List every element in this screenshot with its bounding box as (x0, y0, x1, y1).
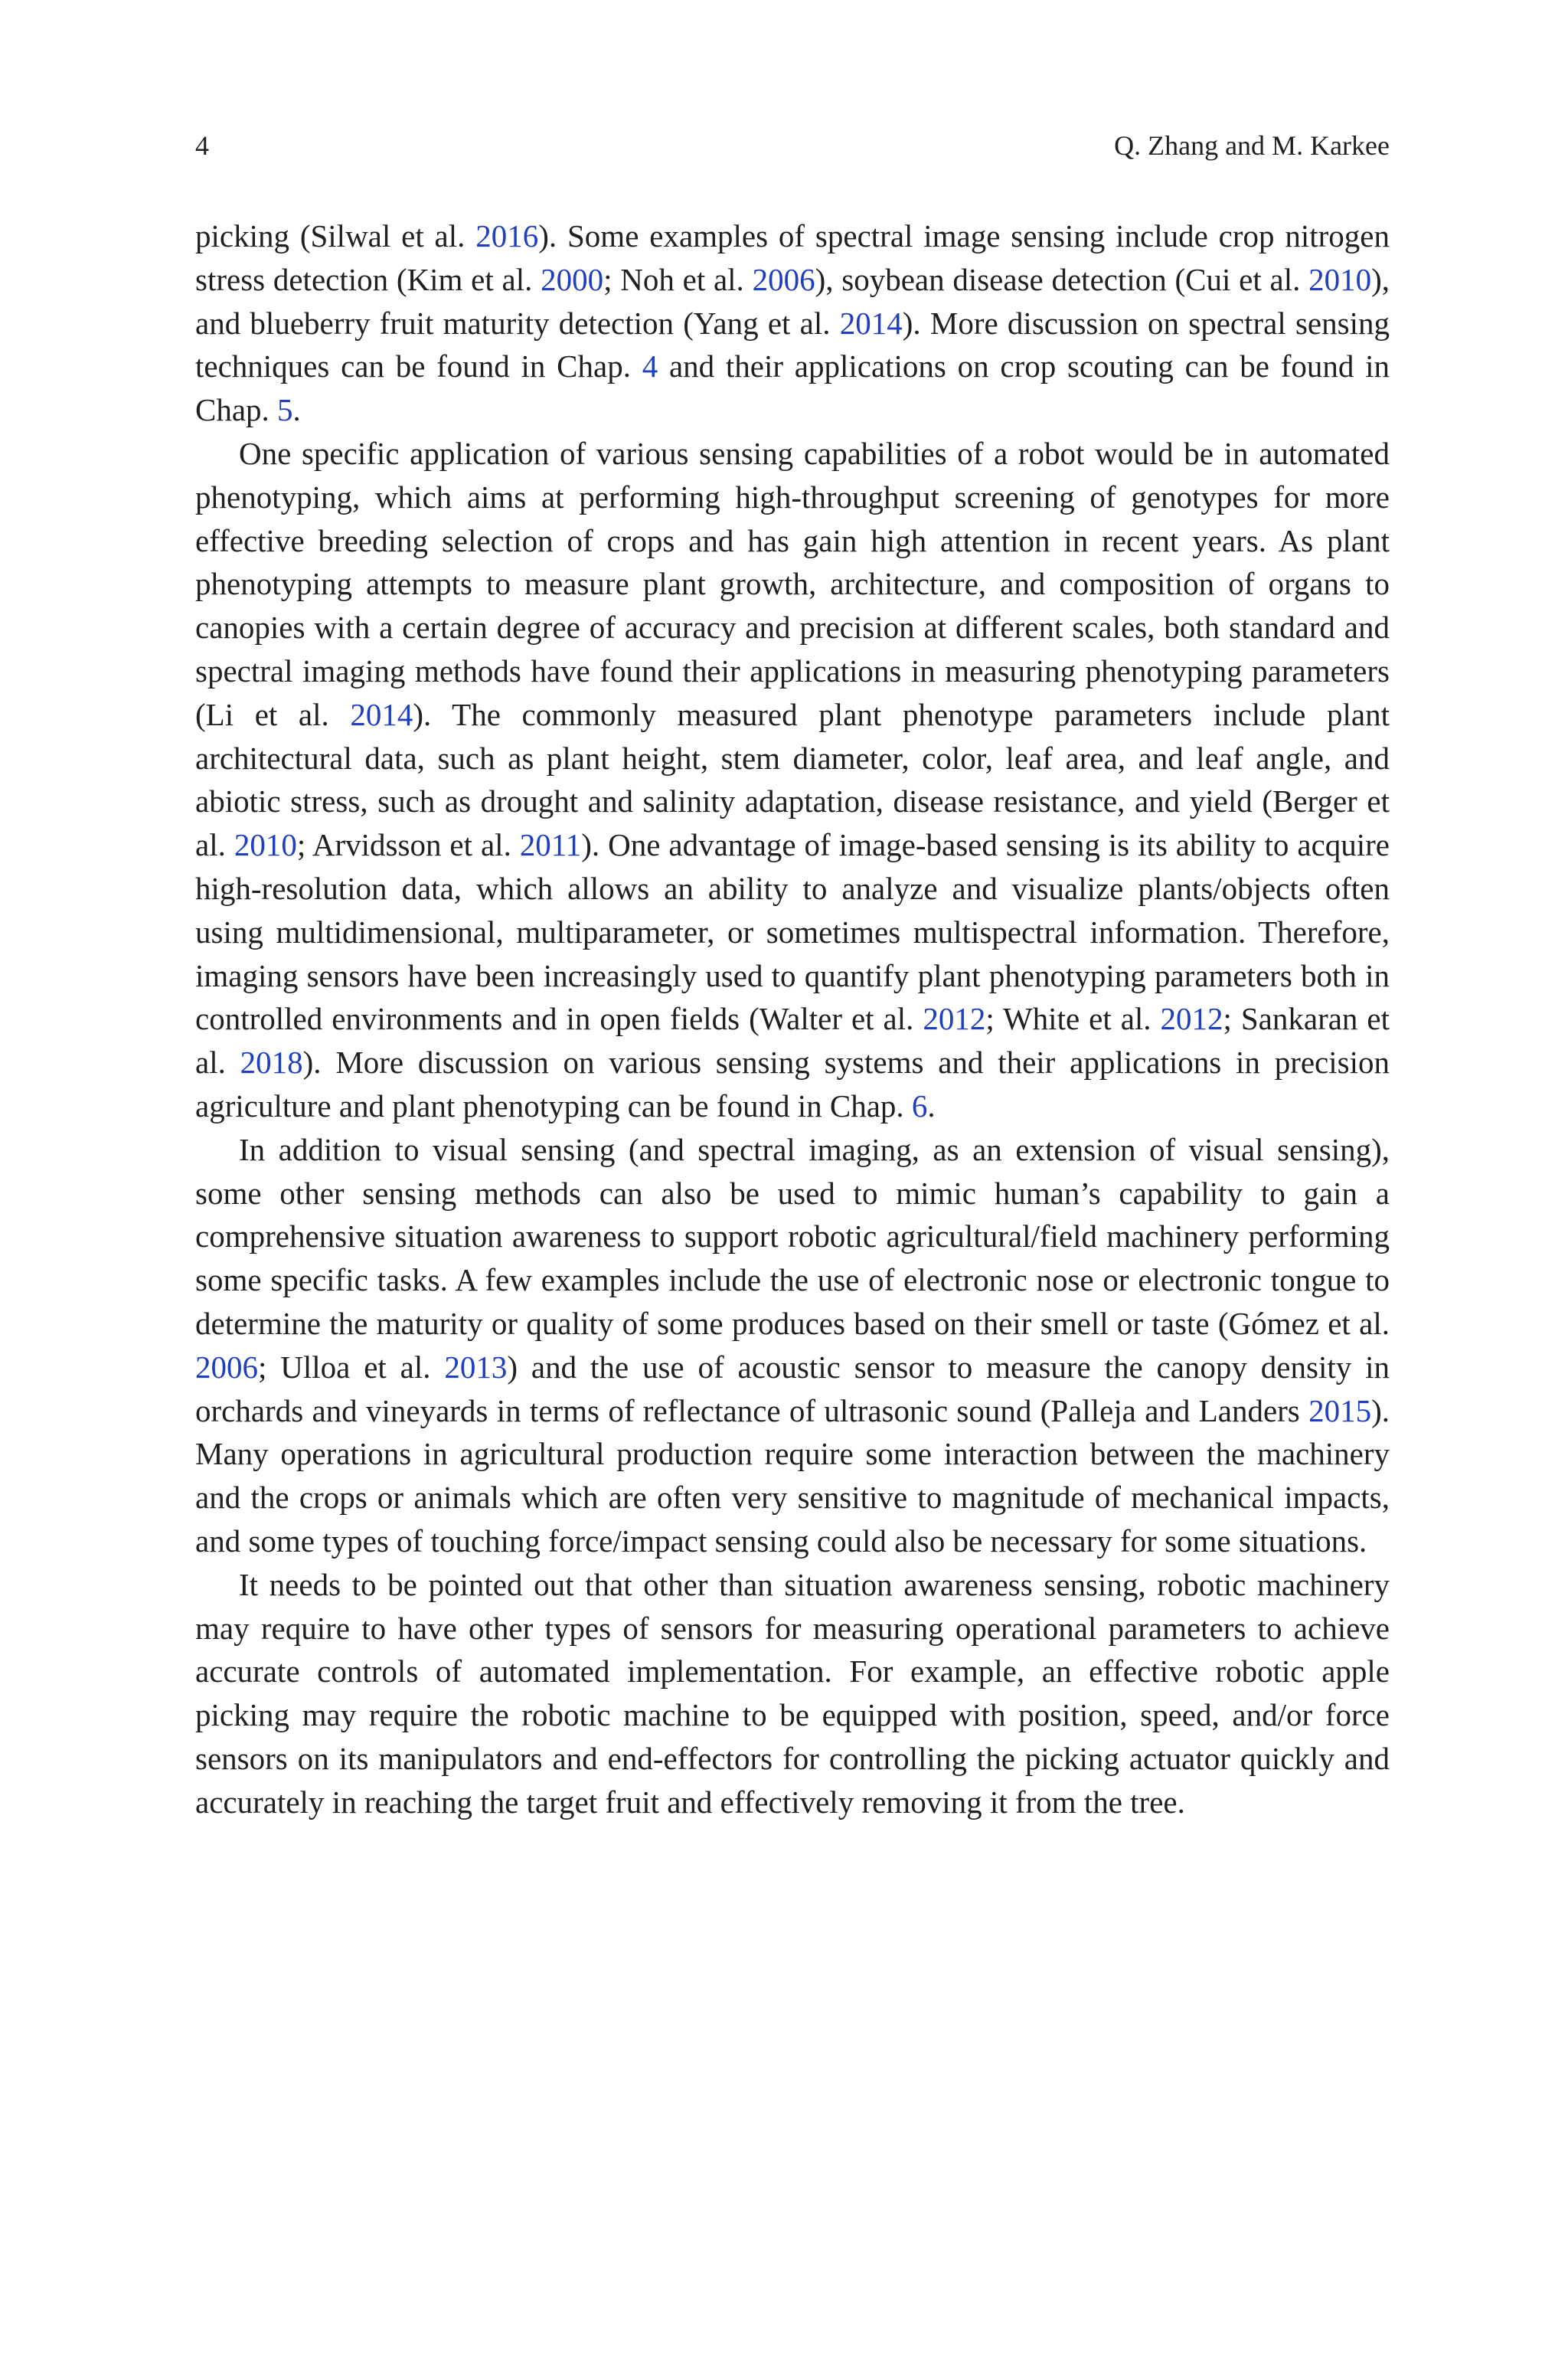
paragraph-text: It needs to be pointed out that other than situation awareness sensing, robotic machinery may require to have other types of sensors for measuring operational parameters to achieve accurate controls of automated implementation. For example, an effective robotic apple picking may require the robotic machine to be equipped with position, speed, and/or force sensors on its manipulators and end-effectors for controlling the picking actuator quickly and accurately in reaching the target fruit and effectively removing it from the tree. (195, 1566, 1390, 1820)
paragraph-text: ), soybean disease detection (Cui et al. (815, 261, 1309, 297)
paragraph-text: picking (Silwal et al. (195, 218, 476, 254)
paragraph-text: ; Sankaran et al. (195, 1001, 1390, 1081)
paragraph-text: and their applications on crop scouting can be found in Chap. (195, 348, 1390, 428)
paragraph-text: ). The commonly measured plant phenotype parameters include plant architectural data, such as plant height, stem diameter, color, leaf area, and leaf angle, and abiotic stress, such as drought and salinity adaptation, disease resistance, and yield (Berger et al. (195, 696, 1390, 863)
paragraph-text: ). More discussion on various sensing systems and their applications in precision agriculture and plant phenotyping can be found in Chap. (195, 1045, 1390, 1124)
paragraph-text: ) and the use of acoustic sensor to measure the canopy density in orchards and vineyards in terms of reflectance of ultrasonic sound (Palleja and Landers (195, 1349, 1390, 1428)
citation-link[interactable]: 2012 (923, 1001, 986, 1037)
citation-link[interactable]: 2013 (444, 1349, 508, 1385)
citation-link[interactable]: 2006 (195, 1349, 258, 1385)
paragraph-text: ; Ulloa et al. (258, 1349, 445, 1385)
paragraph (195, 432, 1390, 1128)
citation-link[interactable]: 6 (911, 1088, 928, 1124)
paragraph-text: . (927, 1088, 936, 1124)
citation-link[interactable]: 2010 (1308, 261, 1372, 297)
body-text (195, 214, 1390, 1824)
paragraph-text: ), and blueberry fruit maturity detection (Yang et al. (195, 261, 1390, 341)
citation-link[interactable]: 2006 (752, 261, 815, 297)
paragraph-text: ). Many operations in agricultural production require some interaction between the machinery and the crops or animals which are often very sensitive to magnitude of mechanical impacts, and some types of touching force/impact sensing could also be necessary for some situations. (195, 1392, 1390, 1559)
running-head: Q. Zhang and M. Karkee (1114, 130, 1390, 161)
citation-link[interactable]: 2012 (1160, 1001, 1223, 1037)
paragraph-text: ; Arvidsson et al. (296, 827, 520, 863)
citation-link[interactable]: 2018 (240, 1045, 303, 1081)
paragraph-text: . (292, 392, 301, 428)
paragraph-text: ). One advantage of image-based sensing is its ability to acquire high-resolution data, which allows an ability to analyze and visualize plants/objects often using multidimensional, multiparameter, or sometimes multispectral information. Therefore, imaging sensors have been increasingly used to quantify plant phenotyping parameters both in controlled environments and in open fields (Walter et al. (195, 827, 1390, 1037)
page-number: 4 (195, 130, 209, 161)
citation-link[interactable]: 2010 (234, 827, 297, 863)
citation-link[interactable]: 2000 (541, 261, 604, 297)
page-header (195, 123, 1390, 168)
citation-link[interactable]: 2016 (475, 218, 539, 254)
citation-link[interactable]: 2011 (519, 827, 582, 863)
paragraph-text: In addition to visual sensing (and spectral imaging, as an extension of visual sensing), some other sensing methods can also be used to mimic human’s capability to gain a comprehensive situation awareness to support robotic agricultural/field machinery performing some specific tasks. A few examples include the use of electronic nose or electronic tongue to determine the maturity or quality of some produces based on their smell or taste (Gómez et al. (195, 1131, 1390, 1341)
citation-link[interactable]: 5 (277, 392, 293, 428)
paragraph-text: ; White et al. (985, 1001, 1161, 1037)
citation-link[interactable]: 2015 (1308, 1392, 1372, 1428)
paragraph-text: ). More discussion on spectral sensing techniques can be found in Chap. (195, 305, 1390, 384)
paragraph-text: One specific application of various sensing capabilities of a robot would be in automated phenotyping, which aims at performing high-throughput screening of genotypes for more effective breeding selection of crops and has gain high attention in recent years. As plant phenotyping attempts to measure plant growth, architecture, and composition of organs to canopies with a certain degree of accuracy and precision at different scales, both standard and spectral imaging methods have found their applications in measuring phenotyping parameters (Li et al. (195, 435, 1390, 732)
paragraph (195, 214, 1390, 432)
paragraph-text: ). Some examples of spectral image sensing include crop nitrogen stress detection (Kim et al. (195, 218, 1390, 297)
paragraph-text: ; Noh et al. (603, 261, 753, 297)
paragraph (195, 1128, 1390, 1563)
citation-link[interactable]: 2014 (839, 305, 903, 341)
paragraph (195, 1563, 1390, 1824)
citation-link[interactable]: 2014 (350, 696, 413, 732)
citation-link[interactable]: 4 (642, 348, 658, 384)
